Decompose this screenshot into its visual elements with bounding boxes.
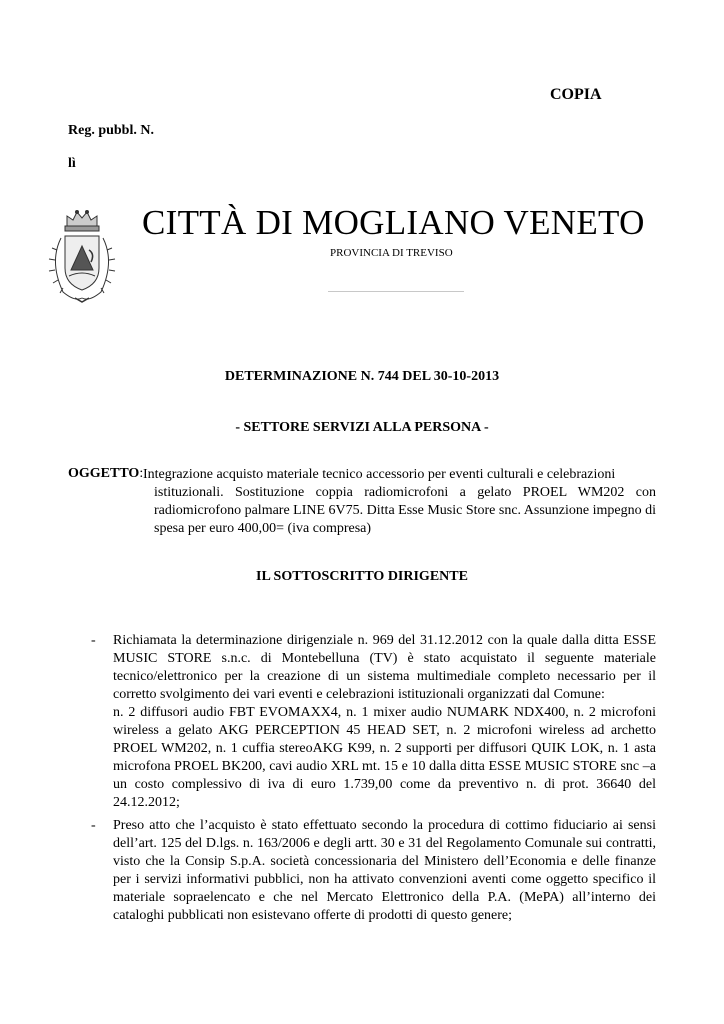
sector-heading: - SETTORE SERVIZI ALLA PERSONA - <box>235 420 489 435</box>
list-bullet: - <box>91 633 96 648</box>
city-coat-of-arms-icon <box>45 206 119 306</box>
signatory-heading: IL SOTTOSCRITTO DIRIGENTE <box>256 569 468 584</box>
list-bullet: - <box>91 818 96 833</box>
list-item-text-continued: n. 2 diffusori audio FBT EVOMAXX4, n. 1 mixer audio NUMARK NDX400, n. 2 microfoni wireless a gelato AKG PERCEPTION 45 HEAD SET, n. 2 microfoni wireless ad archetto PROEL WM202, n. 1 cuffia stereoAKG K99, n. 2 supporti per diffusori QUIK LOK, n. 1 asta microfona PROEL BK200, cavi audio XRL mt. 15 e 10 dalla ditta ESSE MUSIC STORE snc –a un costo complessivo di iva di euro 1.739,00 come da preventivo n. di prot. 36640 del 24.12.2012; <box>113 705 656 810</box>
list-item-text: Richiamata la determinazione dirigenziale n. 969 del 31.12.2012 con la quale dalla ditta ESSE MUSIC STORE s.n.c. di Montebelluna (TV) è stato acquistato il seguente materiale tecnico/elettronico per la creazione di un sistema multimediale completo necessario per il corretto svolgimento dei vari eventi e celebrazioni istituzionali organizzati dal Comune: <box>113 633 656 702</box>
list-item <box>91 632 656 812</box>
copy-label: COPIA <box>550 86 602 103</box>
province-subtitle: PROVINCIA DI TREVISO <box>330 247 453 259</box>
subject-label-colon: : <box>139 466 144 481</box>
publication-register-label: Reg. pubbl. N. <box>68 123 154 138</box>
place-date-label: lì <box>68 156 76 171</box>
title-divider <box>328 291 464 292</box>
city-name-title: CITTÀ DI MOGLIANO VENETO <box>142 203 645 242</box>
determination-heading: DETERMINAZIONE N. 744 DEL 30-10-2013 <box>224 369 500 384</box>
list-item <box>91 817 656 925</box>
subject-first-line: Integrazione acquisto materiale tecnico accessorio per eventi culturali e celebrazioni <box>143 467 616 482</box>
subject-text <box>143 466 656 538</box>
subject-label <box>68 466 143 482</box>
subject-body: istituzionali. Sostituzione coppia radiomicrofoni a gelato PROEL WM202 con radiomicrofono palmare LINE 6V75. Ditta Esse Music Store snc. Assunzione impegno di spesa per euro 400,00= (iva compresa) <box>154 485 656 536</box>
subject-label-text: OGGETTO <box>68 466 140 481</box>
list-item-text: Preso atto che l’acquisto è stato effettuato secondo la procedura di cottimo fiduciario ai sensi dell’art. 125 del D.lgs. n. 163/2006 e degli artt. 30 e 31 del Regolamento Comunale sui contratti, visto che la Consip S.p.A. società concessionaria del Ministero dell’Economia e delle finanze per i servizi informativi pubblici, non ha attivato convenzioni aventi come oggetto specifico il materiale sopraelencato e che nel Mercato Elettronico della P.A. (MePA) all’interno dei cataloghi pubblicati non esistevano offerte di prodotti di questo genere; <box>113 818 656 923</box>
